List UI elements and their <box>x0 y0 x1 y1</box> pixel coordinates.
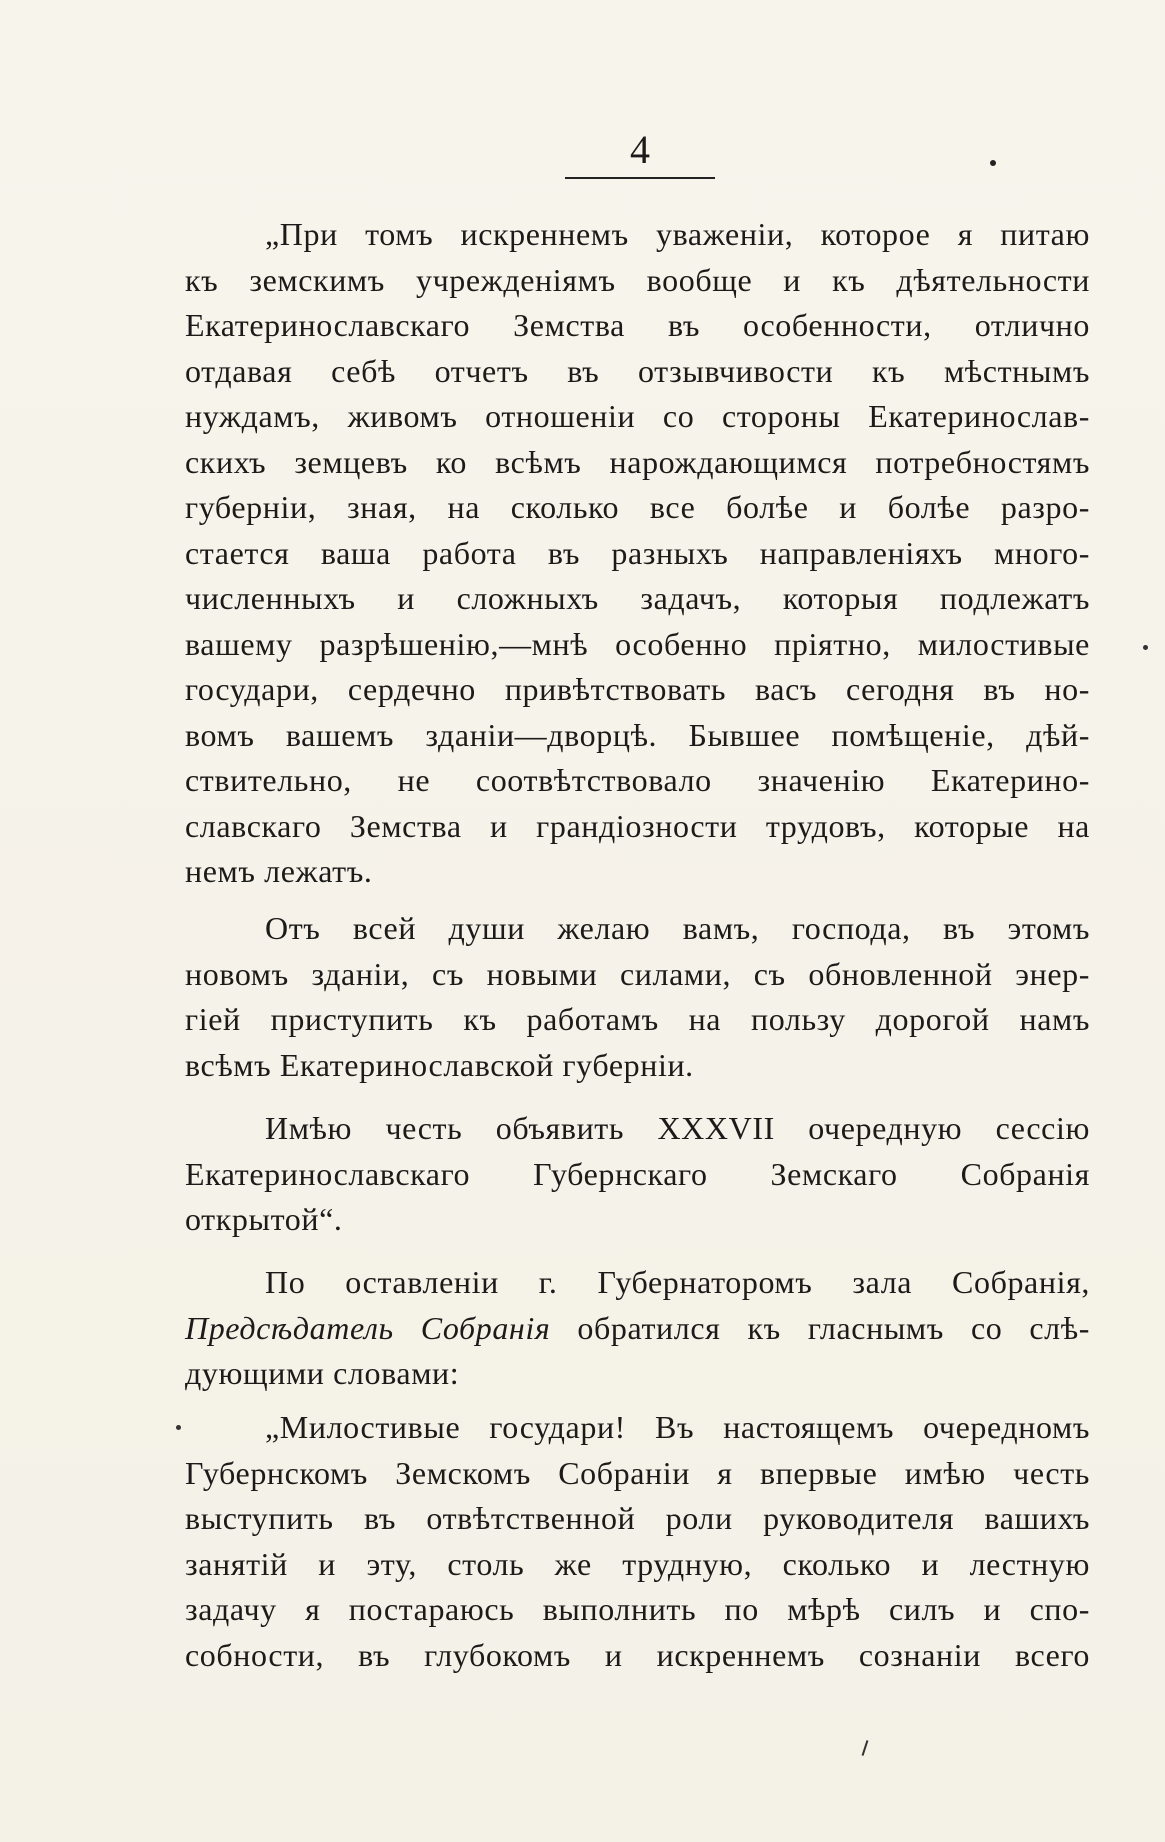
text-line: губерніи, зная, на сколько все болѣе и болѣе разро- <box>185 489 1090 525</box>
text-line: занятій и эту, столь же трудную, сколько и лестную <box>185 1545 1090 1582</box>
text-line: къ земскимъ учрежденіямъ вообще и къ дѣятельности <box>185 261 1090 298</box>
italic-lead: Предсѣдатель Собранія <box>185 1309 551 1346</box>
page-number-rule <box>565 177 715 179</box>
text-line: дующими словами: <box>185 1355 460 1391</box>
ink-dot <box>990 160 996 166</box>
text-line: „При томъ искреннемъ уваженіи, которое я питаю <box>265 216 1090 252</box>
text-line: всѣмъ Екатеринославской губерніи. <box>185 1046 694 1083</box>
text-line: вомъ вашемъ зданіи—дворцѣ. Бывшее помѣщеніе, дѣй- <box>185 716 1090 753</box>
ink-mark <box>1143 645 1148 650</box>
ink-mark <box>176 1425 181 1430</box>
text-line: новомъ зданіи, съ новыми силами, съ обновленной энер- <box>185 955 1090 992</box>
text-line: Отъ всей души желаю вамъ, господа, въ этомъ <box>265 910 1090 946</box>
text-line: нуждамъ, живомъ отношеніи со стороны Екатеринослав- <box>185 398 1090 434</box>
text-line: скихъ земцевъ ко всѣмъ нарождающимся потребностямъ <box>185 443 1090 480</box>
text-line: государи, сердечно привѣтствовать васъ сегодня въ но- <box>185 671 1090 707</box>
text-line: собности, въ глубокомъ и искреннемъ сознаніи всего <box>185 1636 1090 1673</box>
paragraph-chairman-intro <box>185 1260 1090 1397</box>
text-line: численныхъ и сложныхъ задачъ, которыя подлежатъ <box>185 580 1090 616</box>
ink-mark <box>862 1740 869 1756</box>
text-line: задачу я постараюсь выполнить по мѣрѣ силъ и спо- <box>185 1591 1090 1627</box>
paragraph-wishes <box>185 906 1090 1088</box>
text-line-tail: обратился къ гласнымъ со слѣ- <box>577 1309 1090 1346</box>
text-line: вашему разрѣшенію,—мнѣ особенно пріятно, милостивые <box>185 625 1090 662</box>
text-line: славскаго Земства и грандіозности трудовъ, которые на <box>185 807 1090 844</box>
paragraph-governor-speech <box>185 212 1090 895</box>
text-line <box>185 1306 1090 1352</box>
text-line: Имѣю честь объявить XXXVII очередную сессію <box>265 1110 1090 1146</box>
text-line: отдавая себѣ отчетъ въ отзывчивости къ мѣстнымъ <box>185 352 1090 389</box>
paragraph-session-opening <box>185 1106 1090 1243</box>
text-line: ствительно, не соотвѣтствовало значенію Екатерино- <box>185 762 1090 798</box>
text-line: Екатеринославскаго Губернскаго Земскаго Собранія <box>185 1155 1090 1192</box>
text-line: Екатеринославскаго Земства въ особенности, отлично <box>185 307 1090 343</box>
text-line: стается ваша работа въ разныхъ направленіяхъ много- <box>185 534 1090 571</box>
text-line: открытой“. <box>185 1201 343 1237</box>
text-line: выступить въ отвѣтственной роли руководителя вашихъ <box>185 1500 1090 1536</box>
text-line: По оставленіи г. Губернаторомъ зала Собранія, <box>265 1264 1090 1300</box>
page-number: 4 <box>630 127 650 172</box>
text-line: немъ лежатъ. <box>185 853 373 889</box>
paragraph-chairman-speech <box>185 1405 1090 1678</box>
text-line: „Милостивые государи! Въ настоящемъ очередномъ <box>265 1409 1090 1445</box>
text-line: гіей приступить къ работамъ на пользу дорогой намъ <box>185 1001 1090 1037</box>
text-line: Губернскомъ Земскомъ Собраніи я впервые имѣю честь <box>185 1454 1090 1491</box>
